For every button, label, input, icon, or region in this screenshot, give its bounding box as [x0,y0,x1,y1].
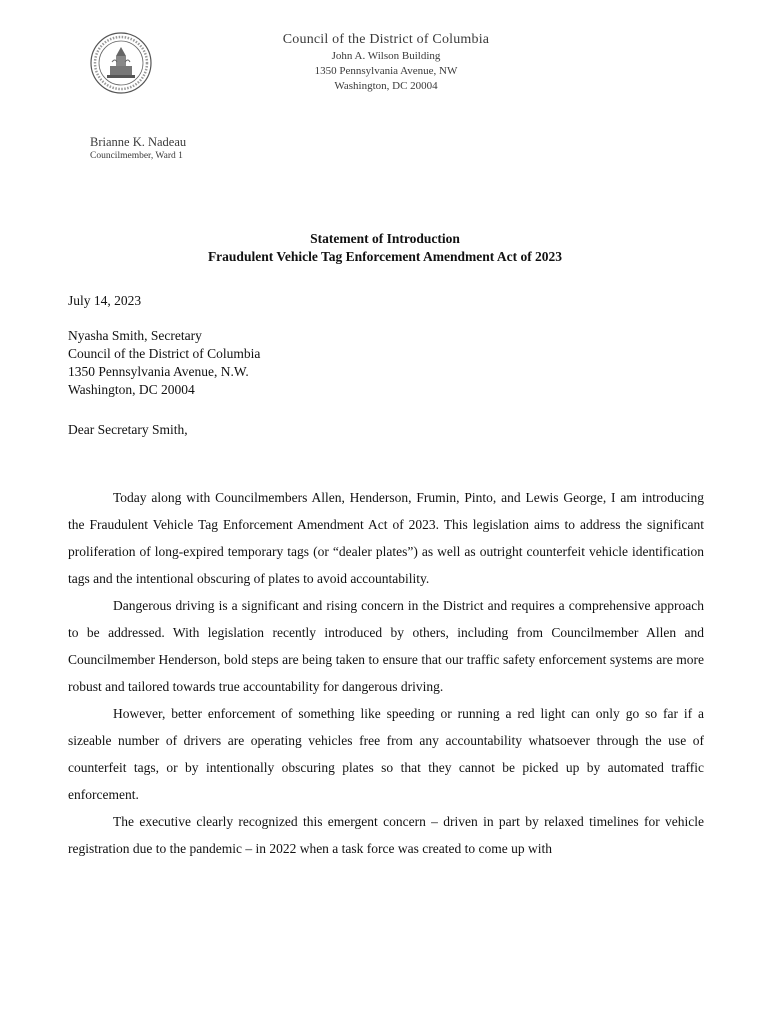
member-title: Councilmember, Ward 1 [90,151,183,161]
council-address-block [276,31,496,94]
council-seal-icon [90,32,152,94]
body-paragraph: The executive clearly recognized this emergent concern – driven in part by relaxed timelines for vehicle registration due to the pandemic – in 2022 when a task force was created to come up with [68,814,704,856]
letterhead [0,0,770,200]
recipient-city: Washington, DC 20004 [68,382,195,397]
document-title [0,230,770,266]
council-city: Washington, DC 20004 [334,80,438,92]
recipient-address [68,327,260,399]
body-paragraph: However, better enforcement of something like speeding or running a red light can only go so far if a sizeable number of drivers are operating vehicles free from any accountability whatsoever through the use of counterfeit tags, or by intentionally obscuring plates so that they cannot be picked up by automated traffic enforcement. [68,706,704,802]
recipient-name: Nyasha Smith, Secretary [68,328,202,343]
letter-date: July 14, 2023 [68,293,142,308]
recipient-street: 1350 Pennsylvania Avenue, N.W. [68,364,249,379]
building-name: John A. Wilson Building [331,50,441,62]
body-paragraph: Today along with Councilmembers Allen, Henderson, Frumin, Pinto, and Lewis George, I am introducing the Fraudulent Vehicle Tag Enforcement Amendment Act of 2023. This legislation aims to address the significant proliferation of long-expired temporary tags (or “dealer plates”) as well as outright counterfeit vehicle identification tags and the intentional obscuring of plates to avoid accountability. [68,490,704,586]
council-street: 1350 Pennsylvania Avenue, NW [314,65,458,77]
title-line-1: Statement of Introduction [310,231,460,246]
council-name: Council of the District of Columbia [282,32,490,47]
member-block [90,134,186,163]
salutation: Dear Secretary Smith, [68,422,188,437]
recipient-org: Council of the District of Columbia [68,346,261,361]
member-name: Brianne K. Nadeau [90,135,187,149]
body-paragraph: Dangerous driving is a significant and rising concern in the District and requires a comprehensive approach to be addressed. With legislation recently introduced by others, including from Councilmember Allen and Councilmember Henderson, bold steps are being taken to ensure that our traffic safety enforcement systems are more robust and tailored towards true accountability for dangerous driving. [68,598,704,694]
letter-body [68,484,704,862]
title-line-2: Fraudulent Vehicle Tag Enforcement Amendment Act of 2023 [207,249,563,264]
